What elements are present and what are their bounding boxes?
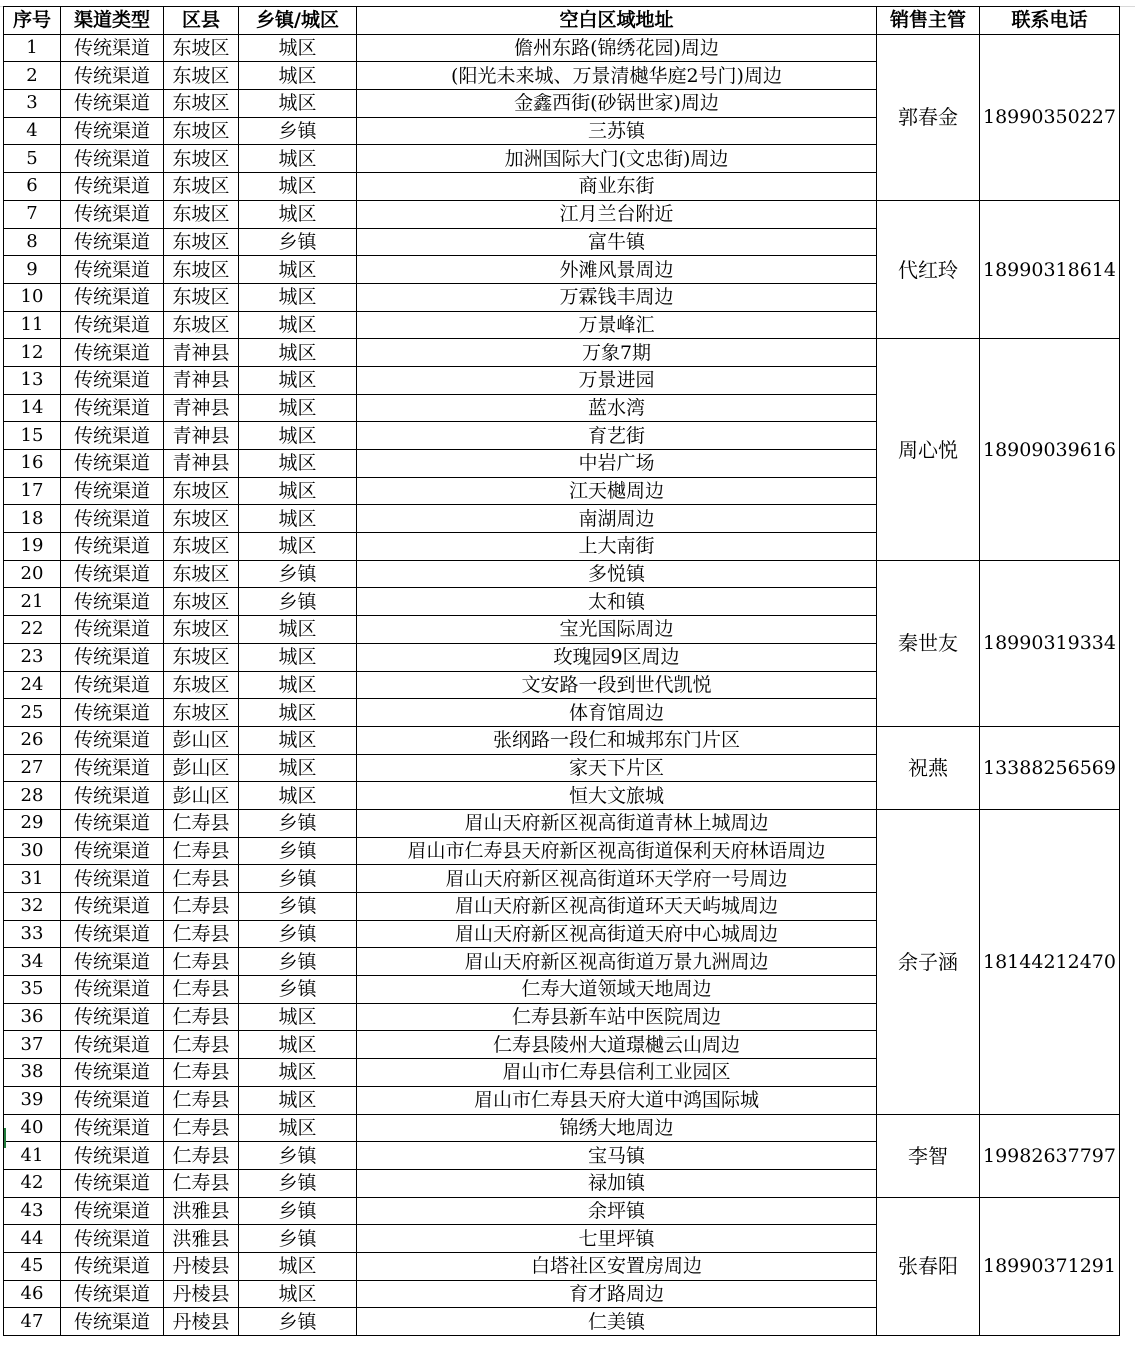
cell-address[interactable]: 商业东街 (357, 173, 877, 201)
cell-phone[interactable]: 18144212470 (980, 809, 1120, 1114)
cell-channel[interactable]: 传统渠道 (61, 893, 164, 921)
cell-town-type[interactable]: 乡镇 (239, 588, 357, 616)
cell-channel[interactable]: 传统渠道 (61, 837, 164, 865)
cell-district[interactable]: 仁寿县 (164, 1086, 239, 1114)
cell-channel[interactable]: 传统渠道 (61, 754, 164, 782)
cell-channel[interactable]: 传统渠道 (61, 1031, 164, 1059)
cell-channel[interactable]: 传统渠道 (61, 1280, 164, 1308)
cell-town-type[interactable]: 城区 (239, 366, 357, 394)
cell-town-type[interactable]: 城区 (239, 450, 357, 478)
cell-index[interactable]: 26 (4, 726, 61, 754)
cell-phone[interactable]: 18990319334 (980, 560, 1120, 726)
cell-channel[interactable]: 传统渠道 (61, 1225, 164, 1253)
cell-index[interactable]: 4 (4, 117, 61, 145)
cell-index[interactable]: 42 (4, 1169, 61, 1197)
cell-channel[interactable]: 传统渠道 (61, 809, 164, 837)
cell-town-type[interactable]: 乡镇 (239, 809, 357, 837)
cell-town-type[interactable]: 乡镇 (239, 837, 357, 865)
cell-index[interactable]: 14 (4, 394, 61, 422)
cell-town-type[interactable]: 城区 (239, 1003, 357, 1031)
header-index: 序号 (4, 7, 61, 35)
cell-district[interactable]: 东坡区 (164, 173, 239, 201)
cell-index[interactable]: 23 (4, 643, 61, 671)
cell-manager[interactable]: 祝燕 (877, 726, 980, 809)
cell-district[interactable]: 仁寿县 (164, 865, 239, 893)
cell-district[interactable]: 东坡区 (164, 671, 239, 699)
cell-address[interactable]: 江月兰台附近 (357, 200, 877, 228)
cell-address[interactable]: 蓝水湾 (357, 394, 877, 422)
cell-address[interactable]: 太和镇 (357, 588, 877, 616)
cell-index[interactable]: 38 (4, 1059, 61, 1087)
cell-channel[interactable]: 传统渠道 (61, 560, 164, 588)
cell-index[interactable]: 39 (4, 1086, 61, 1114)
cell-town-type[interactable]: 乡镇 (239, 948, 357, 976)
cell-district[interactable]: 仁寿县 (164, 1059, 239, 1087)
cell-district[interactable]: 东坡区 (164, 533, 239, 561)
cell-manager[interactable]: 李智 (877, 1114, 980, 1197)
cell-town-type[interactable]: 城区 (239, 283, 357, 311)
cell-town-type[interactable]: 乡镇 (239, 117, 357, 145)
cell-index[interactable]: 47 (4, 1308, 61, 1336)
cell-channel[interactable]: 传统渠道 (61, 1308, 164, 1336)
cell-index[interactable]: 46 (4, 1280, 61, 1308)
cell-address[interactable]: 育才路周边 (357, 1280, 877, 1308)
cell-district[interactable]: 东坡区 (164, 560, 239, 588)
cell-address[interactable]: 仁美镇 (357, 1308, 877, 1336)
cell-town-type[interactable]: 城区 (239, 1059, 357, 1087)
cell-channel[interactable]: 传统渠道 (61, 1003, 164, 1031)
cell-channel[interactable]: 传统渠道 (61, 1114, 164, 1142)
cell-address[interactable]: 禄加镇 (357, 1169, 877, 1197)
cell-index[interactable]: 1 (4, 34, 61, 62)
cell-index[interactable]: 28 (4, 782, 61, 810)
cell-channel[interactable]: 传统渠道 (61, 726, 164, 754)
cell-channel[interactable]: 传统渠道 (61, 699, 164, 727)
cell-town-type[interactable]: 城区 (239, 616, 357, 644)
cell-index[interactable]: 30 (4, 837, 61, 865)
cell-district[interactable]: 东坡区 (164, 505, 239, 533)
header-town-type: 乡镇/城区 (239, 7, 357, 35)
cell-town-type[interactable]: 城区 (239, 1031, 357, 1059)
cell-channel[interactable]: 传统渠道 (61, 450, 164, 478)
cell-town-type[interactable]: 城区 (239, 754, 357, 782)
cell-index[interactable]: 25 (4, 699, 61, 727)
cell-address[interactable]: 金鑫西街(砂锅世家)周边 (357, 90, 877, 118)
cell-channel[interactable]: 传统渠道 (61, 366, 164, 394)
cell-index[interactable]: 19 (4, 533, 61, 561)
cell-index[interactable]: 44 (4, 1225, 61, 1253)
cell-district[interactable]: 丹棱县 (164, 1252, 239, 1280)
cell-address[interactable]: 富牛镇 (357, 228, 877, 256)
cell-district[interactable]: 青神县 (164, 422, 239, 450)
cell-town-type[interactable]: 城区 (239, 394, 357, 422)
cell-district[interactable]: 东坡区 (164, 256, 239, 284)
cell-town-type[interactable]: 城区 (239, 643, 357, 671)
cell-address[interactable]: 文安路一段到世代凯悦 (357, 671, 877, 699)
cell-index[interactable]: 5 (4, 145, 61, 173)
cell-town-type[interactable]: 乡镇 (239, 1142, 357, 1170)
cell-district[interactable]: 彭山区 (164, 782, 239, 810)
cell-town-type[interactable]: 城区 (239, 90, 357, 118)
cell-index[interactable]: 24 (4, 671, 61, 699)
cell-district[interactable]: 东坡区 (164, 477, 239, 505)
cell-district[interactable]: 洪雅县 (164, 1197, 239, 1225)
cell-manager[interactable]: 代红玲 (877, 200, 980, 338)
cell-channel[interactable]: 传统渠道 (61, 283, 164, 311)
cell-town-type[interactable]: 城区 (239, 533, 357, 561)
cell-district[interactable]: 仁寿县 (164, 1169, 239, 1197)
cell-district[interactable]: 丹棱县 (164, 1308, 239, 1336)
table-row[interactable] (4, 339, 1120, 367)
cell-district[interactable]: 东坡区 (164, 311, 239, 339)
cell-district[interactable]: 东坡区 (164, 283, 239, 311)
cell-address[interactable]: 仁寿县新车站中医院周边 (357, 1003, 877, 1031)
header-phone: 联系电话 (980, 7, 1120, 35)
cell-index[interactable]: 40 (4, 1114, 61, 1142)
cell-district[interactable]: 东坡区 (164, 699, 239, 727)
cell-index[interactable]: 34 (4, 948, 61, 976)
cell-district[interactable]: 东坡区 (164, 145, 239, 173)
cell-channel[interactable]: 传统渠道 (61, 256, 164, 284)
cell-district[interactable]: 青神县 (164, 394, 239, 422)
cell-address[interactable]: 万景进园 (357, 366, 877, 394)
table-row[interactable] (4, 34, 1120, 62)
cell-channel[interactable]: 传统渠道 (61, 948, 164, 976)
cell-index[interactable]: 17 (4, 477, 61, 505)
header-district: 区县 (164, 7, 239, 35)
table-row[interactable] (4, 1114, 1120, 1142)
cell-district[interactable]: 东坡区 (164, 200, 239, 228)
cell-channel[interactable]: 传统渠道 (61, 616, 164, 644)
cell-channel[interactable]: 传统渠道 (61, 1059, 164, 1087)
cell-index[interactable]: 9 (4, 256, 61, 284)
cell-index[interactable]: 33 (4, 920, 61, 948)
cell-index[interactable]: 20 (4, 560, 61, 588)
sales-territory-table (3, 6, 1120, 1336)
cell-address[interactable]: 家天下片区 (357, 754, 877, 782)
cell-town-type[interactable]: 城区 (239, 505, 357, 533)
header-row (4, 7, 1120, 35)
cell-index[interactable]: 11 (4, 311, 61, 339)
cell-district[interactable]: 仁寿县 (164, 1031, 239, 1059)
cell-district[interactable]: 东坡区 (164, 34, 239, 62)
cell-district[interactable]: 仁寿县 (164, 809, 239, 837)
cell-channel[interactable]: 传统渠道 (61, 505, 164, 533)
cell-address[interactable]: 眉山天府新区视高街道环天学府一号周边 (357, 865, 877, 893)
cell-address[interactable]: 宝马镇 (357, 1142, 877, 1170)
cell-channel[interactable]: 传统渠道 (61, 1142, 164, 1170)
cell-town-type[interactable]: 乡镇 (239, 1169, 357, 1197)
cell-town-type[interactable]: 城区 (239, 1086, 357, 1114)
cell-index[interactable]: 41 (4, 1142, 61, 1170)
cell-channel[interactable]: 传统渠道 (61, 173, 164, 201)
header-manager: 销售主管 (877, 7, 980, 35)
cell-address[interactable]: 上大南街 (357, 533, 877, 561)
cell-channel[interactable]: 传统渠道 (61, 1197, 164, 1225)
cell-index[interactable]: 15 (4, 422, 61, 450)
cell-address[interactable]: 万景峰汇 (357, 311, 877, 339)
cell-address[interactable]: 张纲路一段仁和城邦东门片区 (357, 726, 877, 754)
cell-channel[interactable]: 传统渠道 (61, 200, 164, 228)
cell-address[interactable]: 南湖周边 (357, 505, 877, 533)
cell-town-type[interactable]: 城区 (239, 422, 357, 450)
cell-index[interactable]: 2 (4, 62, 61, 90)
cell-index[interactable]: 43 (4, 1197, 61, 1225)
cell-address[interactable]: 中岩广场 (357, 450, 877, 478)
cell-district[interactable]: 仁寿县 (164, 837, 239, 865)
cell-district[interactable]: 东坡区 (164, 62, 239, 90)
cell-manager[interactable]: 秦世友 (877, 560, 980, 726)
cell-district[interactable]: 仁寿县 (164, 1114, 239, 1142)
cell-channel[interactable]: 传统渠道 (61, 865, 164, 893)
cell-town-type[interactable]: 乡镇 (239, 893, 357, 921)
cell-district[interactable]: 丹棱县 (164, 1280, 239, 1308)
table-row[interactable] (4, 1197, 1120, 1225)
cell-town-type[interactable]: 乡镇 (239, 920, 357, 948)
cell-index[interactable]: 37 (4, 1031, 61, 1059)
table-row[interactable] (4, 726, 1120, 754)
cell-index[interactable]: 12 (4, 339, 61, 367)
cell-address[interactable]: 眉山天府新区视高街道环天天屿城周边 (357, 893, 877, 921)
cell-index[interactable]: 8 (4, 228, 61, 256)
cell-address[interactable]: (阳光未来城、万景清樾华庭2号门)周边 (357, 62, 877, 90)
cell-town-type[interactable]: 城区 (239, 782, 357, 810)
cell-channel[interactable]: 传统渠道 (61, 311, 164, 339)
cell-manager[interactable]: 周心悦 (877, 339, 980, 561)
cell-district[interactable]: 东坡区 (164, 616, 239, 644)
cell-address[interactable]: 宝光国际周边 (357, 616, 877, 644)
cell-address[interactable]: 玫瑰园9区周边 (357, 643, 877, 671)
cell-phone[interactable]: 18909039616 (980, 339, 1120, 561)
cell-channel[interactable]: 传统渠道 (61, 339, 164, 367)
cell-index[interactable]: 6 (4, 173, 61, 201)
cell-phone[interactable]: 13388256569 (980, 726, 1120, 809)
cell-town-type[interactable]: 城区 (239, 173, 357, 201)
cell-district[interactable]: 仁寿县 (164, 920, 239, 948)
cell-index[interactable]: 31 (4, 865, 61, 893)
cell-channel[interactable]: 传统渠道 (61, 1252, 164, 1280)
cell-town-type[interactable]: 城区 (239, 671, 357, 699)
cell-address[interactable]: 锦绣大地周边 (357, 1114, 877, 1142)
cell-address[interactable]: 眉山天府新区视高街道天府中心城周边 (357, 920, 877, 948)
cell-index[interactable]: 29 (4, 809, 61, 837)
cell-district[interactable]: 东坡区 (164, 588, 239, 616)
cell-address[interactable]: 眉山市仁寿县信利工业园区 (357, 1059, 877, 1087)
cell-address[interactable]: 仁寿县陵州大道璟樾云山周边 (357, 1031, 877, 1059)
cell-channel[interactable]: 传统渠道 (61, 643, 164, 671)
row-selection-marker (4, 1128, 6, 1148)
cell-manager[interactable]: 郭春金 (877, 34, 980, 200)
cell-index[interactable]: 18 (4, 505, 61, 533)
table-body (4, 34, 1120, 1335)
cell-address[interactable]: 眉山天府新区视高街道青林上城周边 (357, 809, 877, 837)
cell-town-type[interactable]: 城区 (239, 699, 357, 727)
cell-channel[interactable]: 传统渠道 (61, 1169, 164, 1197)
cell-channel[interactable]: 传统渠道 (61, 477, 164, 505)
cell-town-type[interactable]: 乡镇 (239, 1308, 357, 1336)
cell-district[interactable]: 洪雅县 (164, 1225, 239, 1253)
cell-phone[interactable]: 18990371291 (980, 1197, 1120, 1335)
cell-town-type[interactable]: 乡镇 (239, 1197, 357, 1225)
cell-index[interactable]: 35 (4, 976, 61, 1004)
cell-channel[interactable]: 传统渠道 (61, 920, 164, 948)
cell-address[interactable]: 加洲国际大门(文忠街)周边 (357, 145, 877, 173)
cell-district[interactable]: 青神县 (164, 366, 239, 394)
cell-town-type[interactable]: 城区 (239, 145, 357, 173)
header-address: 空白区域地址 (357, 7, 877, 35)
cell-channel[interactable]: 传统渠道 (61, 533, 164, 561)
cell-address[interactable]: 外滩风景周边 (357, 256, 877, 284)
cell-index[interactable]: 22 (4, 616, 61, 644)
cell-phone[interactable]: 19982637797 (980, 1114, 1120, 1197)
cell-town-type[interactable]: 城区 (239, 62, 357, 90)
cell-address[interactable]: 多悦镇 (357, 560, 877, 588)
cell-manager[interactable]: 张春阳 (877, 1197, 980, 1335)
cell-address[interactable]: 儋州东路(锦绣花园)周边 (357, 34, 877, 62)
cell-town-type[interactable]: 城区 (239, 34, 357, 62)
cell-town-type[interactable]: 乡镇 (239, 228, 357, 256)
cell-channel[interactable]: 传统渠道 (61, 588, 164, 616)
cell-index[interactable]: 16 (4, 450, 61, 478)
cell-town-type[interactable]: 城区 (239, 311, 357, 339)
cell-channel[interactable]: 传统渠道 (61, 62, 164, 90)
cell-index[interactable]: 27 (4, 754, 61, 782)
cell-address[interactable]: 万象7期 (357, 339, 877, 367)
cell-index[interactable]: 32 (4, 893, 61, 921)
cell-address[interactable]: 万霖钱丰周边 (357, 283, 877, 311)
cell-channel[interactable]: 传统渠道 (61, 976, 164, 1004)
cell-channel[interactable]: 传统渠道 (61, 1086, 164, 1114)
cell-index[interactable]: 13 (4, 366, 61, 394)
cell-phone[interactable]: 18990350227 (980, 34, 1120, 200)
cell-channel[interactable]: 传统渠道 (61, 117, 164, 145)
table-row[interactable] (4, 200, 1120, 228)
cell-channel[interactable]: 传统渠道 (61, 228, 164, 256)
cell-address[interactable]: 江天樾周边 (357, 477, 877, 505)
cell-district[interactable]: 东坡区 (164, 90, 239, 118)
cell-district[interactable]: 东坡区 (164, 643, 239, 671)
cell-phone[interactable]: 18990318614 (980, 200, 1120, 338)
cell-town-type[interactable]: 城区 (239, 477, 357, 505)
cell-channel[interactable]: 传统渠道 (61, 671, 164, 699)
table-row[interactable] (4, 809, 1120, 837)
cell-channel[interactable]: 传统渠道 (61, 90, 164, 118)
cell-address[interactable]: 白塔社区安置房周边 (357, 1252, 877, 1280)
cell-district[interactable]: 仁寿县 (164, 976, 239, 1004)
cell-address[interactable]: 眉山天府新区视高街道万景九洲周边 (357, 948, 877, 976)
cell-town-type[interactable]: 乡镇 (239, 1225, 357, 1253)
cell-district[interactable]: 东坡区 (164, 228, 239, 256)
cell-channel[interactable]: 传统渠道 (61, 34, 164, 62)
cell-address[interactable]: 余坪镇 (357, 1197, 877, 1225)
cell-address[interactable]: 仁寿大道领域天地周边 (357, 976, 877, 1004)
cell-town-type[interactable]: 城区 (239, 339, 357, 367)
cell-address[interactable]: 恒大文旅城 (357, 782, 877, 810)
cell-district[interactable]: 彭山区 (164, 754, 239, 782)
table-row[interactable] (4, 560, 1120, 588)
cell-district[interactable]: 仁寿县 (164, 893, 239, 921)
cell-address[interactable]: 育艺街 (357, 422, 877, 450)
cell-district[interactable]: 仁寿县 (164, 1003, 239, 1031)
cell-index[interactable]: 45 (4, 1252, 61, 1280)
cell-district[interactable]: 彭山区 (164, 726, 239, 754)
cell-district[interactable]: 东坡区 (164, 117, 239, 145)
cell-channel[interactable]: 传统渠道 (61, 782, 164, 810)
cell-channel[interactable]: 传统渠道 (61, 422, 164, 450)
cell-address[interactable]: 眉山市仁寿县天府大道中鸿国际城 (357, 1086, 877, 1114)
cell-manager[interactable]: 余子涵 (877, 809, 980, 1114)
cell-district[interactable]: 青神县 (164, 339, 239, 367)
cell-index[interactable]: 36 (4, 1003, 61, 1031)
cell-district[interactable]: 仁寿县 (164, 948, 239, 976)
cell-address[interactable]: 体育馆周边 (357, 699, 877, 727)
cell-channel[interactable]: 传统渠道 (61, 394, 164, 422)
cell-town-type[interactable]: 城区 (239, 256, 357, 284)
cell-district[interactable]: 仁寿县 (164, 1142, 239, 1170)
cell-town-type[interactable]: 城区 (239, 1280, 357, 1308)
cell-town-type[interactable]: 城区 (239, 726, 357, 754)
cell-town-type[interactable]: 乡镇 (239, 560, 357, 588)
cell-address[interactable]: 七里坪镇 (357, 1225, 877, 1253)
cell-address[interactable]: 眉山市仁寿县天府新区视高街道保利天府林语周边 (357, 837, 877, 865)
cell-index[interactable]: 7 (4, 200, 61, 228)
cell-town-type[interactable]: 乡镇 (239, 865, 357, 893)
cell-district[interactable]: 青神县 (164, 450, 239, 478)
cell-town-type[interactable]: 城区 (239, 1114, 357, 1142)
cell-channel[interactable]: 传统渠道 (61, 145, 164, 173)
cell-index[interactable]: 21 (4, 588, 61, 616)
cell-town-type[interactable]: 乡镇 (239, 976, 357, 1004)
cell-address[interactable]: 三苏镇 (357, 117, 877, 145)
cell-index[interactable]: 10 (4, 283, 61, 311)
cell-town-type[interactable]: 城区 (239, 200, 357, 228)
cell-index[interactable]: 3 (4, 90, 61, 118)
header-channel: 渠道类型 (61, 7, 164, 35)
cell-town-type[interactable]: 城区 (239, 1252, 357, 1280)
